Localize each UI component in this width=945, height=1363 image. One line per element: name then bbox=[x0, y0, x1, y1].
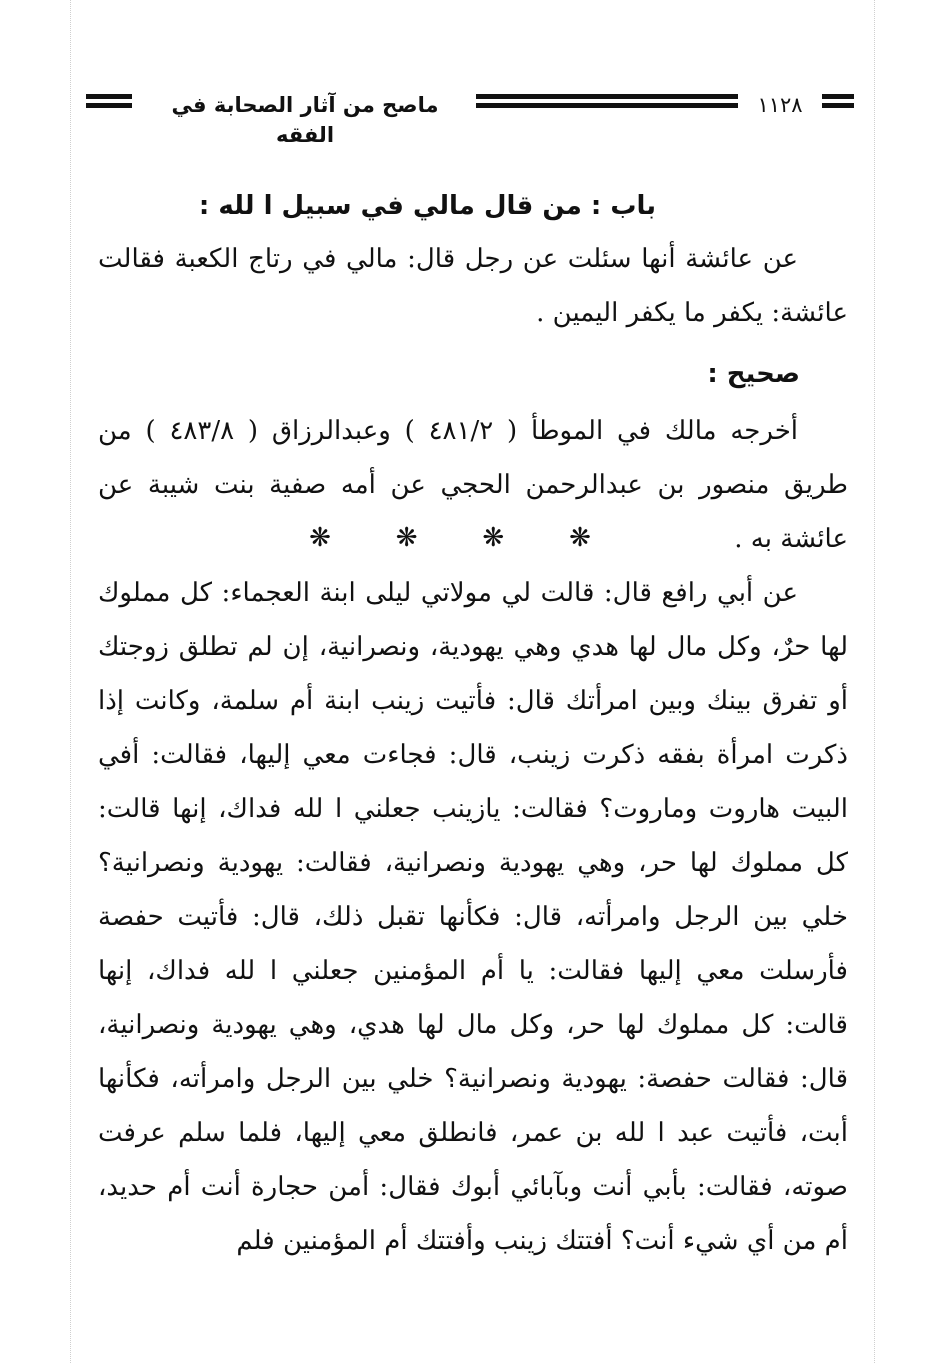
divider-star-icon: ❋ bbox=[482, 523, 505, 553]
section-label-sahih: صحيح : bbox=[707, 359, 800, 389]
margin-guide-left bbox=[70, 0, 71, 1363]
paragraph-aisha: عن عائشة أنها سئلت عن رجل قال: مالي في رتاج الكعبة فقالت عائشة: يكفر ما يكفر اليمين . bbox=[98, 244, 848, 328]
divider-star-icon: ❋ bbox=[309, 523, 331, 553]
divider-star-icon: ❋ bbox=[395, 523, 418, 553]
divider-star-icon: ❋ bbox=[569, 523, 591, 553]
section-divider bbox=[300, 518, 600, 558]
header-rule-left bbox=[86, 94, 132, 116]
chapter-title: باب : من قال مالي في سبيل ا لله : bbox=[198, 191, 656, 221]
margin-guide-right bbox=[874, 0, 875, 1363]
header-rule-right bbox=[822, 94, 854, 116]
paragraph-abu-rafi: عن أبي رافع قال: قالت لي مولاتي ليلى ابنة العجماء: كل مملوك لها حرٌ، وكل مال لها هدي وهي يهودية، ونصرانية، إن لم تطلق زوجتك أو تفرق بينك وبين امرأتك قال: فأتيت زينب ابنة أم سلمة، وكانت إذا ذكرت امرأة بفقه ذكرت زينب، قال: فجاءت معي إليها، فقالت: أفي البيت هاروت وماروت؟ فقالت: يازينب جعلني ا لله فداك، إنها قالت: كل مملوك لها حر، وهي يهودية ونصرانية، فقالت: يهودية ونصرانية؟ خلي بين الرجل وامرأته، قال: فكأنها تقبل ذلك، قال: فأتيت حفصة فأرسلت معي إليها فقالت: يا أم المؤمنين جعلني ا لله فداك، إنها قالت: كل مملوك لها حر، وكل مال لها هدي، وهي يهودية ونصرانية، قال: فقالت حفصة: يهودية ونصرانية؟ خلي بين الرجل وامرأته، فكأنها أبت، فأتيت عبد ا لله بن عمر، فانطلق معي إليها، فلما سلم عرفت صوته، فقالت: بأبي أنت وبآبائي أبوك فقال: أمن حجارة أنت أم حديد، أم من أي شيء أنت؟ أفتتك زينب وأفتتك أم المؤمنين فلم bbox=[98, 578, 848, 1256]
page-header bbox=[86, 88, 854, 147]
page-number: ١١٢٨ bbox=[757, 93, 803, 117]
header-title: ماصح من آثار الصحابة في الفقه bbox=[171, 93, 439, 147]
paragraph-takhrij: أخرجه مالك في الموطأ ( ٤٨١/٢ ) وعبدالرزاق ( ٤٨٣/٨ ) من طريق منصور بن عبدالرحمن الحجي عن أمه صفية بنت شيبة عن عائشة به . bbox=[98, 416, 848, 554]
header-rule-middle bbox=[476, 94, 738, 116]
